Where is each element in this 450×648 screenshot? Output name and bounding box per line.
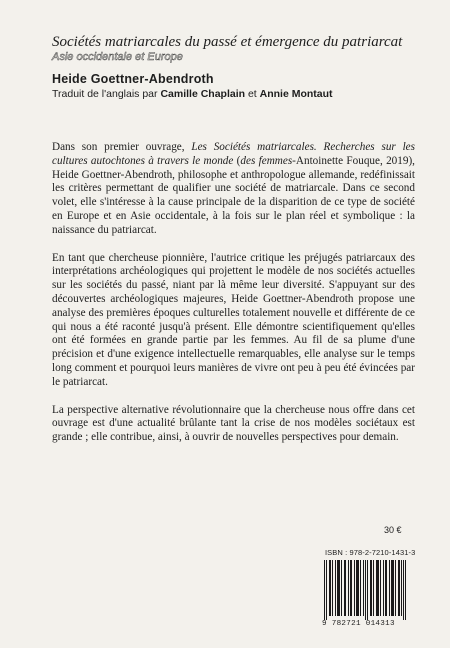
translation-credit — [52, 88, 432, 100]
blurb — [52, 141, 415, 459]
translation-prefix: Traduit de l'anglais par — [52, 88, 161, 100]
barcode-icon — [322, 560, 410, 620]
p1-rest: -Antoinette Fouque, 2019), Heide Goettner-Abendroth, philosophe et anthropologue allemande, redéfinissait les critères permettant de qualifier une société de matriarcale. Dans ce second volet, elle s'intéresse à la cause principale de la disparition de ce type de société en Europe et en Asie occidentale, à la fois sur le plan réel et symbolique : la naissance du patriarcat. — [52, 154, 415, 236]
p1-open-paren: ( — [233, 154, 241, 167]
p1-publisher: des femmes — [240, 154, 293, 167]
translator-2: Annie Montaut — [259, 88, 333, 100]
book-title: Sociétés matriarcales du passé et émergence du patriarcat — [52, 34, 403, 50]
price: 30 € — [384, 525, 402, 535]
header — [52, 34, 432, 100]
paragraph-3: La perspective alternative révolutionnaire que la chercheuse nous offre dans cet ouvrage est d'une actualité brûlante tant la crise de nos modèles sociétaux est grande ; elle contribue, ainsi, à ouvrir de nouvelles perspectives pour demain. — [52, 403, 415, 444]
barcode-digits: 9 782721 014313 — [322, 620, 395, 628]
author-name: Heide Goettner-Abendroth — [52, 72, 214, 86]
p1-intro: Dans son premier ouvrage, — [52, 141, 192, 153]
paragraph-1 — [52, 141, 415, 238]
isbn: ISBN : 978-2-7210-1431-3 — [325, 548, 416, 557]
translation-conjunction: et — [245, 88, 260, 100]
paragraph-2: En tant que chercheuse pionnière, l'autrice critique les préjugés patriarcaux des interprétations archéologiques qui projettent le modèle de nos sociétés actuelles sur les sociétés du passé, niant par là même leur diversité. S'appuyant sur des découvertes archéologiques majeures, Heide Goettner-Abendroth propose une analyse des premières époques culturelles totalement nouvelle et différente de ce qui nous a été raconté jusqu'à présent. Elle démontre scientifiquement qu'elles ont été formées en grande partie par les femmes. Au fil de sa plume d'une précision et d'une exigence intellectuelle remarquables, elle analyse sur le temps long comment et pourquoi leurs manières de vivre ont peu à peu été évincées par le patriarcat. — [52, 251, 415, 388]
book-subtitle: Asie occidentale et Europe — [52, 51, 183, 63]
p1-book-title: Les Sociétés matriarcales. Recherches sur les cultures autochtones à travers le monde — [52, 141, 415, 167]
translator-1: Camille Chaplain — [160, 88, 246, 100]
